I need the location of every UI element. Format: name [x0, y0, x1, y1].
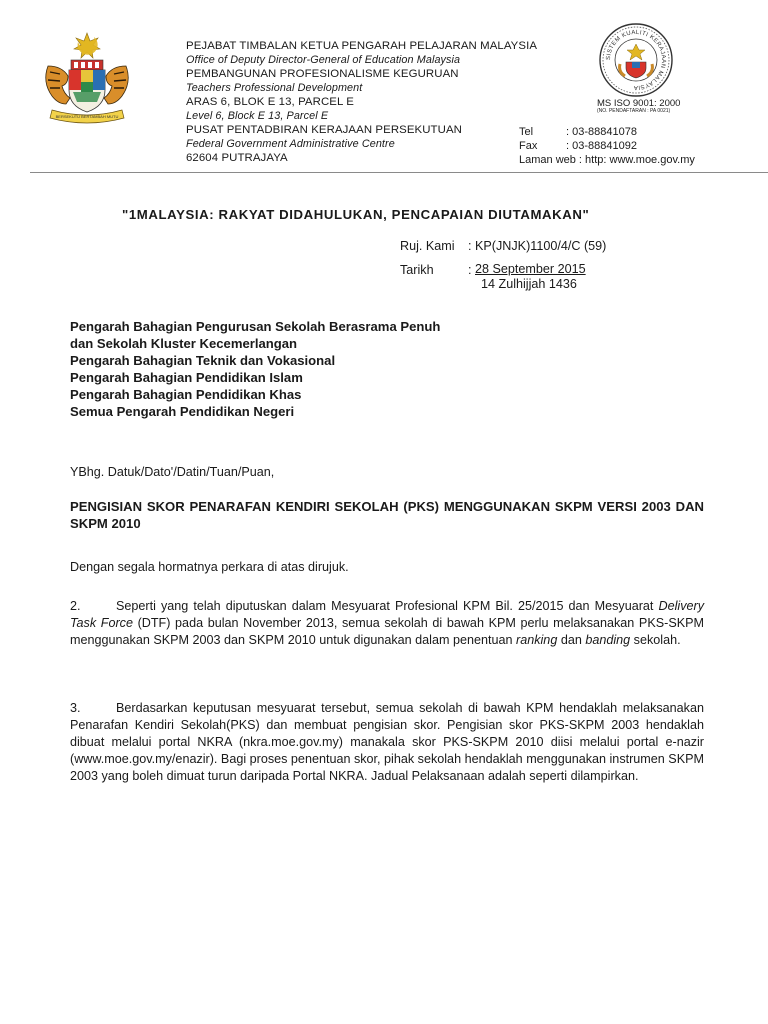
reference-number [400, 238, 606, 254]
centre-name-english: Federal Government Administrative Centre [186, 138, 395, 150]
recipient-line: Semua Pengarah Pendidikan Negeri [70, 404, 295, 419]
recipient-line: Pengarah Bahagian Pendidikan Khas [70, 387, 302, 402]
fax-label: Fax [519, 140, 538, 152]
tel-label: Tel [519, 126, 534, 138]
recipient-line: Pengarah Bahagian Pengurusan Sekolah Berasrama Penuh [70, 319, 441, 334]
paragraph-text: dan [557, 633, 586, 647]
reference-value: : KP(JNJK)1100/4/C (59) [468, 239, 607, 253]
hijri-date: 14 Zulhijjah 1436 [481, 277, 577, 291]
office-name-english: Office of Deputy Director-General of Education Malaysia [186, 54, 461, 66]
centre-name-malay: PUSAT PENTADBIRAN KERAJAAN PERSEKUTUAN [186, 124, 462, 136]
paragraph-2 [70, 598, 704, 649]
recipient-list [70, 318, 440, 420]
paragraph-text: Berdasarkan keputusan mesyuarat tersebut, semua sekolah di bawah KPM hendaklah melaksanakan Penarafan Kendiri Sekolah(PKS) dan membuat pengisian skor. Pengisian skor PKS-SKPM 2003 hendaklah dibuat melalui portal NKRA (nkra.moe.gov.my) manakala skor PKS-SKPM 2010 diisi melalui portal e-nazir (www.moe.gov.my/enazir). Bagi proses penentuan skor, pihak sekolah hendaklah menggunakan instrumen SKPM 2003 yang boleh dimuat turun daripada Portal NKRA. Jadual Pelaksanaan adalah seperti dilampirkan. [70, 701, 704, 783]
letter-date: 28 September 2015 [475, 262, 586, 276]
salutation: YBhg. Datuk/Dato'/Datin/Tuan/Puan, [70, 465, 275, 479]
office-name-malay: PEJABAT TIMBALAN KETUA PENGARAH PELAJARAN MALAYSIA [186, 40, 538, 52]
tel-value: : 03-88841078 [566, 126, 637, 138]
letter-subject: PENGISIAN SKOR PENARAFAN KENDIRI SEKOLAH (PKS) MENGGUNAKAN SKPM VERSI 2003 DAN SKPM 2010 [70, 499, 704, 531]
division-name-english: Teachers Professional Development [186, 82, 363, 94]
recipient-line: Pengarah Bahagian Pendidikan Islam [70, 370, 303, 385]
address-line-english: Level 6, Block E 13, Parcel E [186, 110, 329, 122]
opening-paragraph: Dengan segala hormatnya perkara di atas dirujuk. [70, 560, 349, 574]
emphasis-text: Delivery Task Force [70, 599, 704, 630]
address-line-malay: ARAS 6, BLOK E 13, PARCEL E [186, 96, 354, 108]
fax-value: : 03-88841092 [566, 140, 637, 152]
website-row: Laman web : http: www.moe.gov.my [519, 154, 695, 166]
recipient-line: dan Sekolah Kluster Kecemerlangan [70, 336, 298, 351]
iso-certificate-number: MS ISO 9001: 2000 [597, 98, 681, 109]
crest-motto-text: BERSEKUTU BERTAMBAH MUTU [55, 114, 119, 119]
date-label: Tarikh [400, 263, 434, 277]
contact-details [519, 125, 695, 167]
recipient-line: Pengarah Bahagian Teknik dan Vokasional [70, 353, 336, 368]
paragraph-text: (DTF) pada bulan November 2013, semua sekolah di bawah KPM perlu melaksanakan PKS-SKPM menggunakan SKPM 2003 dan SKPM 2010 untuk digunakan dalam penentuan [70, 616, 705, 647]
division-name-malay: PEMBANGUNAN PROFESIONALISME KEGURUAN [186, 68, 459, 80]
tel-row [519, 125, 695, 139]
paragraph-number: 2. [70, 599, 81, 613]
iso-quality-seal-icon [598, 22, 674, 98]
emphasis-text: banding [585, 633, 631, 647]
iso-registration-number: (NO. PENDAFTARAN : PA 0021) [597, 108, 671, 114]
emphasis-text: ranking [516, 633, 558, 647]
paragraph-text: sekolah. [630, 633, 681, 647]
reference-label: Ruj. Kami [400, 239, 455, 253]
paragraph-text: Seperti yang telah diputuskan dalam Mesyuarat Profesional KPM Bil. 25/2015 dan Mesyuarat [116, 599, 659, 613]
fax-row [519, 139, 695, 153]
paragraph-3 [70, 700, 704, 785]
slogan: "1MALAYSIA: RAKYAT DIDAHULUKAN, PENCAPAIAN DIUTAMAKAN" [122, 207, 590, 222]
date-row [400, 262, 472, 278]
date-colon: : [468, 263, 472, 277]
postcode-city: 62604 PUTRAJAYA [186, 152, 288, 164]
coat-of-arms-icon [38, 30, 136, 128]
letterhead-divider [30, 172, 768, 173]
iso-seal-text: SISTEM KUALITI KERAJAAN MALAYSIA [605, 29, 667, 91]
paragraph-number: 3. [70, 701, 81, 715]
